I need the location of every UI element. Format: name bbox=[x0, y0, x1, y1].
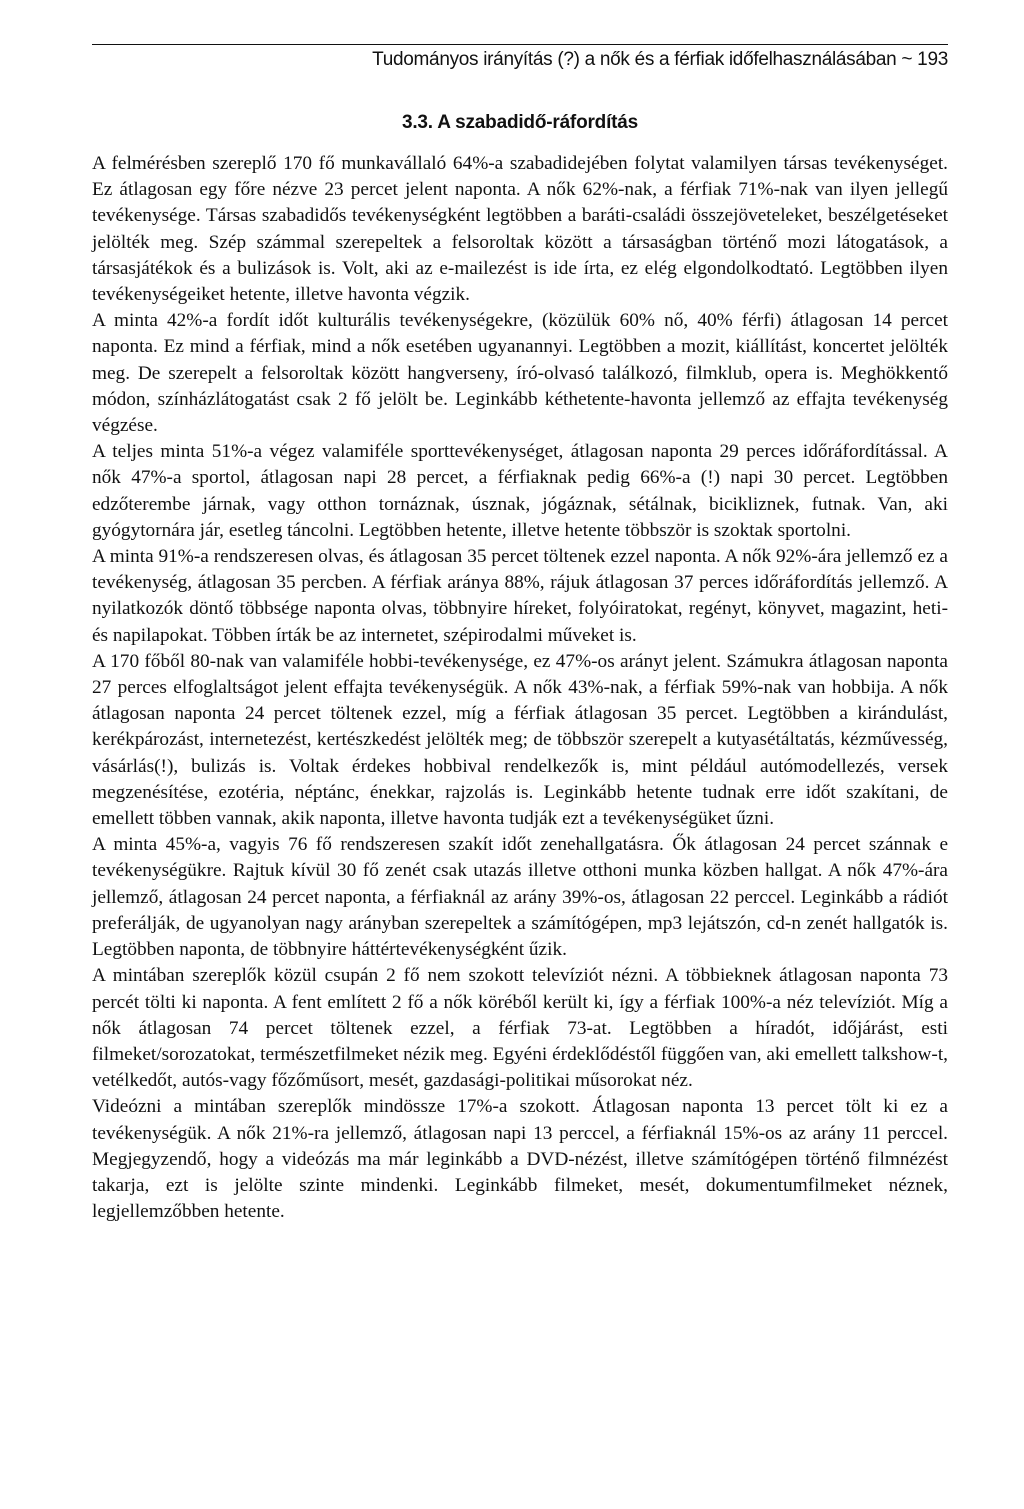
paragraph-music: A minta 45%-a, vagyis 76 fő rendszeresen szakít időt zenehallgatásra. Ők átlagosan 24 percet szánnak e tevékenységükre. Rajtuk kívül 30 fő zenét csak utazás illetve otthoni munka közben hallgat. A nők 47%-ára jellemző, átlagosan 24 percet naponta, a férfiaknál az arány 39%-os, átlagosan 22 perccel. Leginkább a rádiót preferálják, de ugyanolyan nagy arányban szerepeltek a számítógépen, mp3 lejátszón, cd-n zenét hallgatók is. Legtöbben naponta, de többnyire háttértevékenységként űzik. bbox=[92, 834, 948, 961]
paragraph-sport: A teljes minta 51%-a végez valamiféle sporttevékenységet, átlagosan naponta 29 perces időráfordítással. A nők 47%-a sportol, átlagosan napi 28 percet, a férfiaknak pedig 66%-a (!) napi 30 percet. Legtöbben edzőterembe járnak, vagy otthon tornáznak, úsznak, jógáznak, sétálnak, bicikliznek, futnak. Van, aki gyógytornára jár, esetleg táncolni. Legtöbben hetente, illetve hetente többször is szoktak sportolni. bbox=[92, 441, 948, 541]
page bbox=[92, 44, 948, 1225]
paragraph-social: A felmérésben szereplő 170 fő munkavállaló 64%-a szabadidejében folytat valamilyen társas tevékenységet. Ez átlagosan egy főre nézve 23 percet jelent naponta. A nők 62%-nak, a férfiak 71%-nak van ilyen jellegű tevékenysége. Társas szabadidős tevékenységként legtöbben a baráti-családi összejöveteleket, beszélgetéseket jelölték meg. Szép számmal szerepeltek a felsoroltak között a társaságban történő mozi látogatások, a társasjátékok és a bulizások is. Volt, aki az e-mailezést is ide írta, ez elég elgondolkodtató. Legtöbben ilyen tevékenységeiket hetente, illetve havonta végzik. bbox=[92, 153, 948, 306]
paragraph-video: Videózni a mintában szereplők mindössze 17%-a szokott. Átlagosan naponta 13 percet tölt ki ez a tevékenységük. A nők 21%-ra jellemző, átlagosan napi 13 perccel, a férfiaknál 15%-os az arány 11 perccel. Megjegyzendő, hogy a videózás ma már leginkább a DVD-nézést, illetve számítógépen történő filmnézést takarja, ezt is jelölte szinte mindenki. Leginkább filmeket, mesét, dokumentumfilmeket néznek, legjellemzőbben hetente. bbox=[92, 1096, 948, 1223]
section-title: 3.3. A szabadidő-ráfordítás bbox=[401, 112, 639, 133]
header-rule bbox=[92, 44, 948, 45]
paragraph-hobby: A 170 főből 80-nak van valamiféle hobbi-tevékenysége, ez 47%-os arányt jelent. Számukra átlagosan naponta 27 perces elfoglaltságot jelent effajta tevékenységük. A nők 43%-nak, a férfiak 59%-nak van hobbija. A nők átlagosan naponta 24 percet töltenek ezzel, míg a férfiak átlagosan 35 percet. Legtöbben a kirándulást, kerékpározást, internetezést, kertészkedést jelölték meg; de többször szerepelt a kutyasétáltatás, kézművesség, vásárlás(!), bulizás is. Voltak érdekes hobbival rendelkezők is, mint például autómodellezés, versek megzenésítése, ezotéria, néptánc, énekkar, rajzolás is. Leginkább hetente tudnak erre időt szakítani, de emellett többen vannak, akik naponta, illetve havonta tudják ezt a tevékenységüket űzni. bbox=[92, 650, 948, 830]
body-text bbox=[92, 151, 948, 1225]
paragraph-culture: A minta 42%-a fordít időt kulturális tevékenységekre, (közülük 60% nő, 40% férfi) átlagosan 14 percet naponta. Ez mind a férfiak, mind a nők esetében ugyanannyi. Legtöbben a mozit, kiállítást, koncertet jelölték meg. De szerepelt a felsoroltak között hangverseny, író-olvasó találkozó, filmklub, opera is. Meghökkentő módon, színházlátogatást csak 2 fő jelölt be. Leginkább kéthetente-havonta jellemző az effajta tevékenység végzése. bbox=[92, 310, 948, 437]
paragraph-television: A mintában szereplők közül csupán 2 fő nem szokott televíziót nézni. A többieknek átlagosan naponta 73 percét tölti ki naponta. A fent említett 2 fő a nők köréből került ki, így a férfiak 100%-a néz televíziót. Míg a nők átlagosan 74 percet töltenek ezzel, a férfiak 73-at. Legtöbben a híradót, időjárást, esti filmeket/sorozatokat, természetfilmeket nézik meg. Egyéni érdeklődéstől függően van, aki emellett talkshow-t, vetélkedőt, autós-vagy főzőműsort, mesét, gazdasági-politikai műsorokat néz. bbox=[92, 965, 948, 1092]
paragraph-reading: A minta 91%-a rendszeresen olvas, és átlagosan 35 percet töltenek ezzel naponta. A nők 92%-ára jellemző ez a tevékenység, átlagosan 35 percben. A férfiak aránya 88%, rájuk átlagosan 37 perces időráfordítás jellemző. A nyilatkozók döntő többsége naponta olvas, többnyire híreket, folyóiratokat, regényt, könyvet, magazint, heti- és napilapokat. Többen írták be az internetet, szépirodalmi műveket is. bbox=[92, 546, 948, 646]
running-header: Tudományos irányítás (?) a nők és a férfiak időfelhasználásában ~ 193 bbox=[372, 49, 948, 70]
